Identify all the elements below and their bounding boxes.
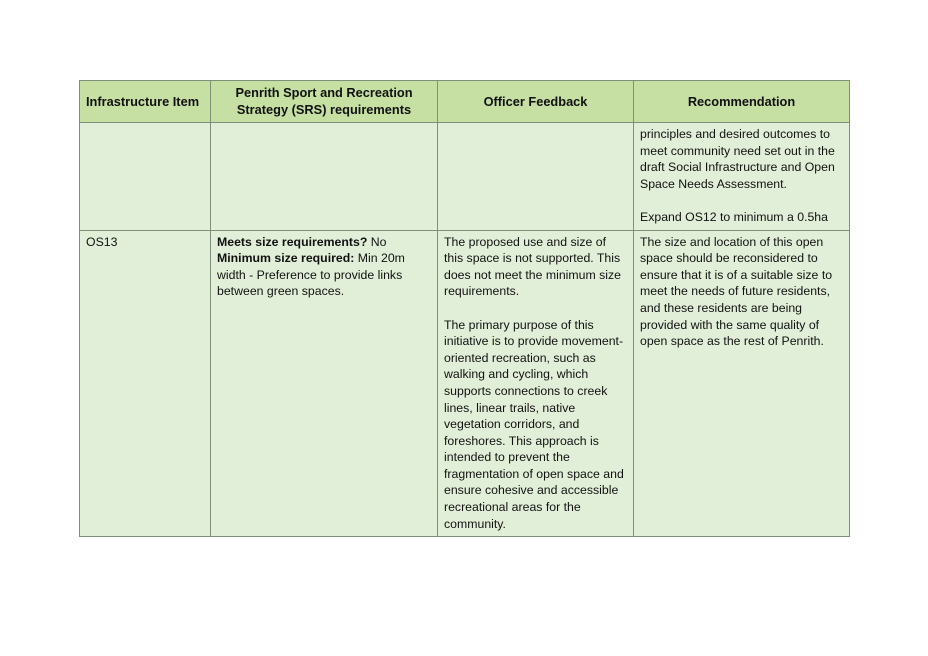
cell-srs [211, 230, 438, 537]
table-row [80, 230, 850, 537]
srs-label: Meets size requirements? [217, 234, 368, 249]
recommendation-paragraph: principles and desired outcomes to meet community need set out in the draft Social Infrastructure and Open Space Needs Assessment. [640, 127, 835, 191]
cell-recommendation [634, 123, 850, 231]
recommendation-paragraph: The size and location of this open space should be reconsidered to ensure that it is of a suitable size to meet the needs of future residents, and these residents are being provided with the same quality of open space as the rest of Penrith. [640, 234, 833, 349]
table-row [80, 123, 850, 231]
header-infrastructure-item: Infrastructure Item [80, 81, 211, 123]
cell-feedback [438, 123, 634, 231]
feedback-paragraph: The proposed use and size of this space is not supported. This does not meet the minimum size requirements. [444, 234, 622, 299]
srs-value: Min 20m width - Preference to provide links between green spaces. [217, 251, 405, 299]
srs-label: Minimum size required: [217, 251, 355, 266]
srs-value: No [367, 234, 387, 249]
feedback-paragraph: The primary purpose of this initiative is to provide movement-oriented recreation, such as walking and cycling, which supports connections to creek lines, linear trails, native vegetation corridors, and foreshores. This approach is intended to prevent the fragmentation of open space and ensure cohesive and accessible recreational areas for the community. [444, 317, 624, 531]
srs-size-requirement [217, 234, 431, 300]
recommendation-paragraph: Expand OS12 to minimum a 0.5ha [640, 209, 828, 224]
header-officer-feedback: Officer Feedback [438, 81, 634, 123]
recommendations-table [79, 80, 850, 537]
cell-srs [211, 123, 438, 231]
header-recommendation: Recommendation [634, 81, 850, 123]
cell-feedback [438, 230, 634, 537]
cell-recommendation [634, 230, 850, 537]
header-srs-requirements: Penrith Sport and Recreation Strategy (SRS) requirements [211, 81, 438, 123]
cell-item: OS13 [80, 230, 211, 537]
table-header-row [80, 81, 850, 123]
cell-item [80, 123, 211, 231]
